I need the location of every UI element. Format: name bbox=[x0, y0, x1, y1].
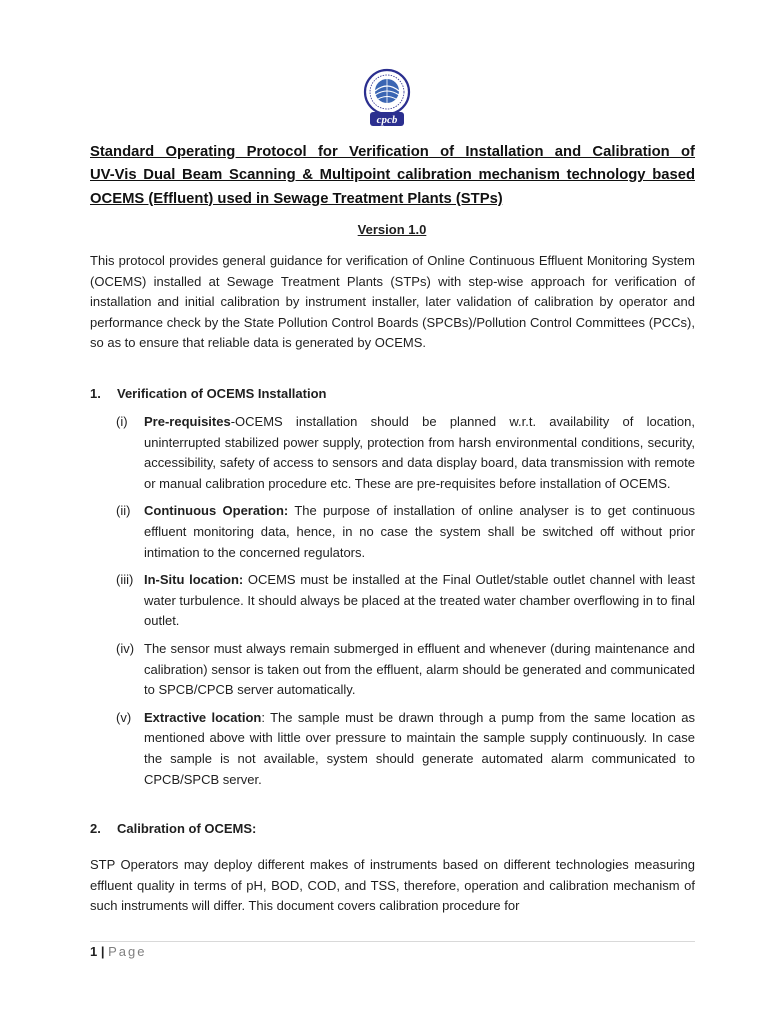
section-1-list bbox=[116, 412, 695, 797]
section-2-paragraph: STP Operators may deploy different makes of instruments based on different technologies measuring effluent quality in terms of pH, BOD, COD, and TSS, therefore, operation and calibration mechanism of such instruments will differ. This document covers calibration procedure for bbox=[90, 857, 695, 914]
item-text: OCEMS must be installed at the Final Outlet/stable outlet channel with least water turbulence. It should always be placed at the treated water chamber overflowing in to final outlet. bbox=[144, 572, 695, 629]
document-title bbox=[90, 141, 695, 211]
page-number: 1 bbox=[90, 944, 98, 959]
list-marker: (iii) bbox=[116, 572, 134, 588]
list-item bbox=[116, 570, 695, 632]
section-1-heading bbox=[90, 384, 326, 404]
item-text: The sensor must always remain submerged in effluent and whenever (during maintenance and calibration) sensor is taken out from the effluent, alarm should be generated and communicated to SPCB/CPCB server automatically. bbox=[144, 640, 695, 698]
cpcb-emblem-icon bbox=[361, 68, 413, 130]
list-item bbox=[116, 708, 695, 790]
page-label: Page bbox=[108, 944, 147, 959]
item-bold-lead: In-Situ location: bbox=[144, 572, 244, 588]
version-label: Version 1.0 bbox=[357, 222, 427, 237]
section-1-title: Verification of OCEMS Installation bbox=[117, 386, 327, 401]
section-2-heading bbox=[90, 819, 256, 839]
section-1-number: 1. bbox=[90, 386, 101, 401]
svg-text:cpcb: cpcb bbox=[376, 114, 398, 126]
item-text: The purpose of installation of online analyser is to get continuous effluent monitoring data, hence, in no case the system shall be switched off without prior intimation to the concerned regulators. bbox=[144, 503, 695, 560]
list-item bbox=[116, 501, 695, 563]
title-line-1: Standard Operating Protocol for Verification of Installation and Calibration of bbox=[90, 144, 695, 160]
item-text: -OCEMS installation should be planned w.r.t. availability of location, uninterrupted stabilized power supply, protection from harsh environmental conditions, security, accessibility, safety of access to sensors and data display board, data transmission with remote or manual calibration procedure etc. These are pre-requisites before installation of OCEMS. bbox=[144, 414, 695, 491]
title-line-3: OCEMS (Effluent) used in Sewage Treatment Plants (STPs) bbox=[90, 190, 503, 207]
intro-paragraph: This protocol provides general guidance for verification of Online Continuous Effluent Monitoring System (OCEMS) installed at Sewage Treatment Plants (STPs) with step-wise approach for verification of installation and initial calibration by instrument installer, later validation of calibration by operator and performance check by the State Pollution Control Boards (SPCBs)/Pollution Control Committees (PCCs), so as to ensure that reliable data is generated by OCEMS. bbox=[90, 253, 695, 351]
title-line-2: UV-Vis Dual Beam Scanning & Multipoint calibration mechanism technology based bbox=[90, 167, 695, 184]
page-footer bbox=[90, 943, 147, 961]
list-marker: (v) bbox=[116, 709, 132, 725]
list-marker: (iv) bbox=[116, 640, 135, 656]
item-bold-lead: Pre-requisites bbox=[144, 414, 231, 429]
section-2-title: Calibration of OCEMS: bbox=[117, 821, 257, 836]
list-item bbox=[116, 412, 695, 494]
section-2-number: 2. bbox=[90, 821, 101, 836]
item-bold-lead: Continuous Operation: bbox=[144, 503, 289, 519]
list-item bbox=[116, 639, 695, 701]
footer-separator: | bbox=[100, 944, 105, 959]
cpcb-logo bbox=[361, 68, 413, 130]
list-marker: (ii) bbox=[116, 503, 131, 519]
item-bold-lead: Extractive location bbox=[144, 709, 262, 725]
item-text: : The sample must be drawn through a pump from the same location as mentioned above with little over pressure to maintain the sample supply continuously. In case the sample is not available, system should generate automated alarm communicated to CPCB/SPCB server. bbox=[144, 709, 695, 787]
footer-divider bbox=[90, 941, 695, 942]
list-marker: (i) bbox=[116, 414, 128, 429]
